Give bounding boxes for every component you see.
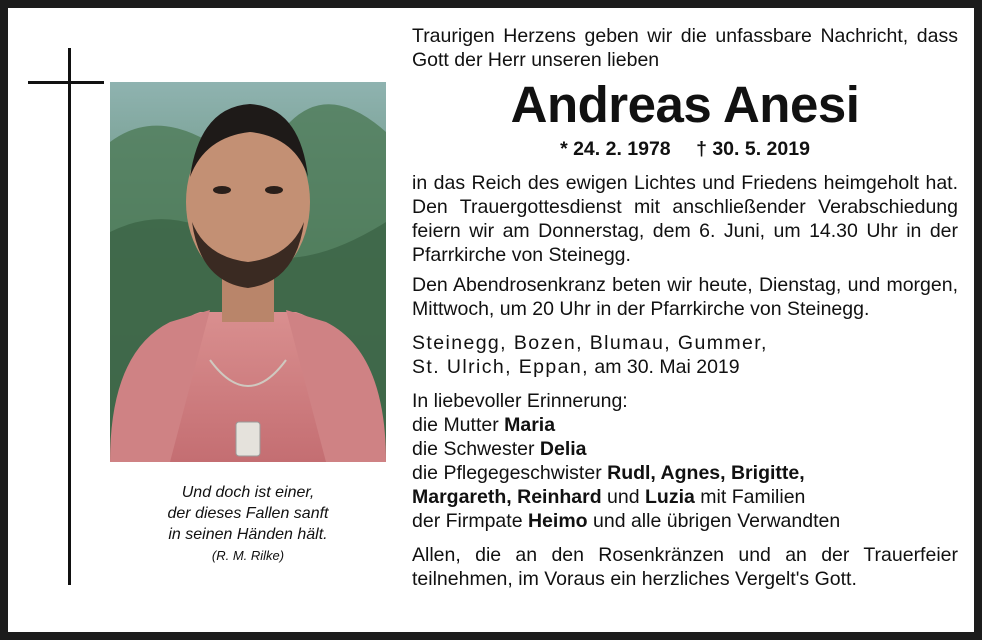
life-dates bbox=[412, 136, 958, 162]
godfather-label: der Firmpate bbox=[412, 510, 523, 532]
quote-line: in seinen Händen hält. bbox=[168, 526, 328, 543]
portrait-illustration bbox=[110, 82, 386, 462]
intro-text: Traurigen Herzens geben wir die unfassbare Nachricht, dass Gott der Herr unseren lieben bbox=[412, 25, 958, 71]
cross-icon bbox=[68, 48, 71, 585]
places-line-1: Steinegg, Bozen, Blumau, Gummer, bbox=[412, 332, 768, 354]
mourners-list bbox=[412, 389, 958, 533]
thanks-paragraph: Allen, die an den Rosenkränzen und an der Trauerfeier teilnehmen, im Voraus ein herzliches Vergelt's Gott. bbox=[412, 544, 958, 590]
notice-date: am 30. Mai 2019 bbox=[594, 356, 740, 378]
other-relatives: und alle übrigen Verwandten bbox=[593, 510, 841, 532]
godfather-name: Heimo bbox=[527, 510, 588, 532]
rilke-quote bbox=[118, 482, 378, 567]
rosary-paragraph: Den Abendrosenkranz beten wir heute, Dienstag, und morgen, Mittwoch, um 20 Uhr in der Pfarrkirche von Steinegg. bbox=[412, 274, 958, 320]
foster-siblings-names-1: Rudl, Agnes, Brigitte, bbox=[607, 462, 805, 484]
portrait-photo bbox=[110, 82, 386, 462]
obituary-text bbox=[412, 24, 958, 591]
birth-date: * 24. 2. 1978 bbox=[560, 138, 671, 160]
cross-icon-bar bbox=[28, 81, 104, 84]
foster-siblings-label: die Pflegegeschwister bbox=[412, 462, 602, 484]
mother-name: Maria bbox=[504, 414, 556, 436]
mourners-heading: In liebevoller Erinnerung: bbox=[412, 390, 628, 412]
foster-sibling-last: Luzia bbox=[645, 486, 695, 508]
mother-label: die Mutter bbox=[412, 414, 499, 436]
with-families: mit Familien bbox=[700, 486, 806, 508]
quote-line: Und doch ist einer, bbox=[181, 484, 315, 501]
quote-author: (R. M. Rilke) bbox=[211, 548, 285, 563]
places-line-2: St. Ulrich, Eppan, bbox=[412, 356, 589, 378]
and-word: und bbox=[607, 486, 640, 508]
places-and-date bbox=[412, 331, 958, 379]
quote-line: der dieses Fallen sanft bbox=[167, 505, 329, 522]
obituary-notice bbox=[8, 8, 974, 632]
sister-label: die Schwester bbox=[412, 438, 535, 460]
deceased-name: Andreas Anesi bbox=[510, 76, 860, 133]
funeral-paragraph: in das Reich des ewigen Lichtes und Friedens heimgeholt hat. Den Trauergottesdienst mit anschließender Verabschiedung feiern wir am Donnerstag, dem 6. Juni, um 14.30 Uhr in der Pfarrkirche von Steinegg. bbox=[412, 172, 958, 266]
foster-siblings-names-2: Margareth, Reinhard bbox=[412, 486, 602, 508]
sister-name: Delia bbox=[539, 438, 587, 460]
death-date: † 30. 5. 2019 bbox=[696, 138, 810, 160]
